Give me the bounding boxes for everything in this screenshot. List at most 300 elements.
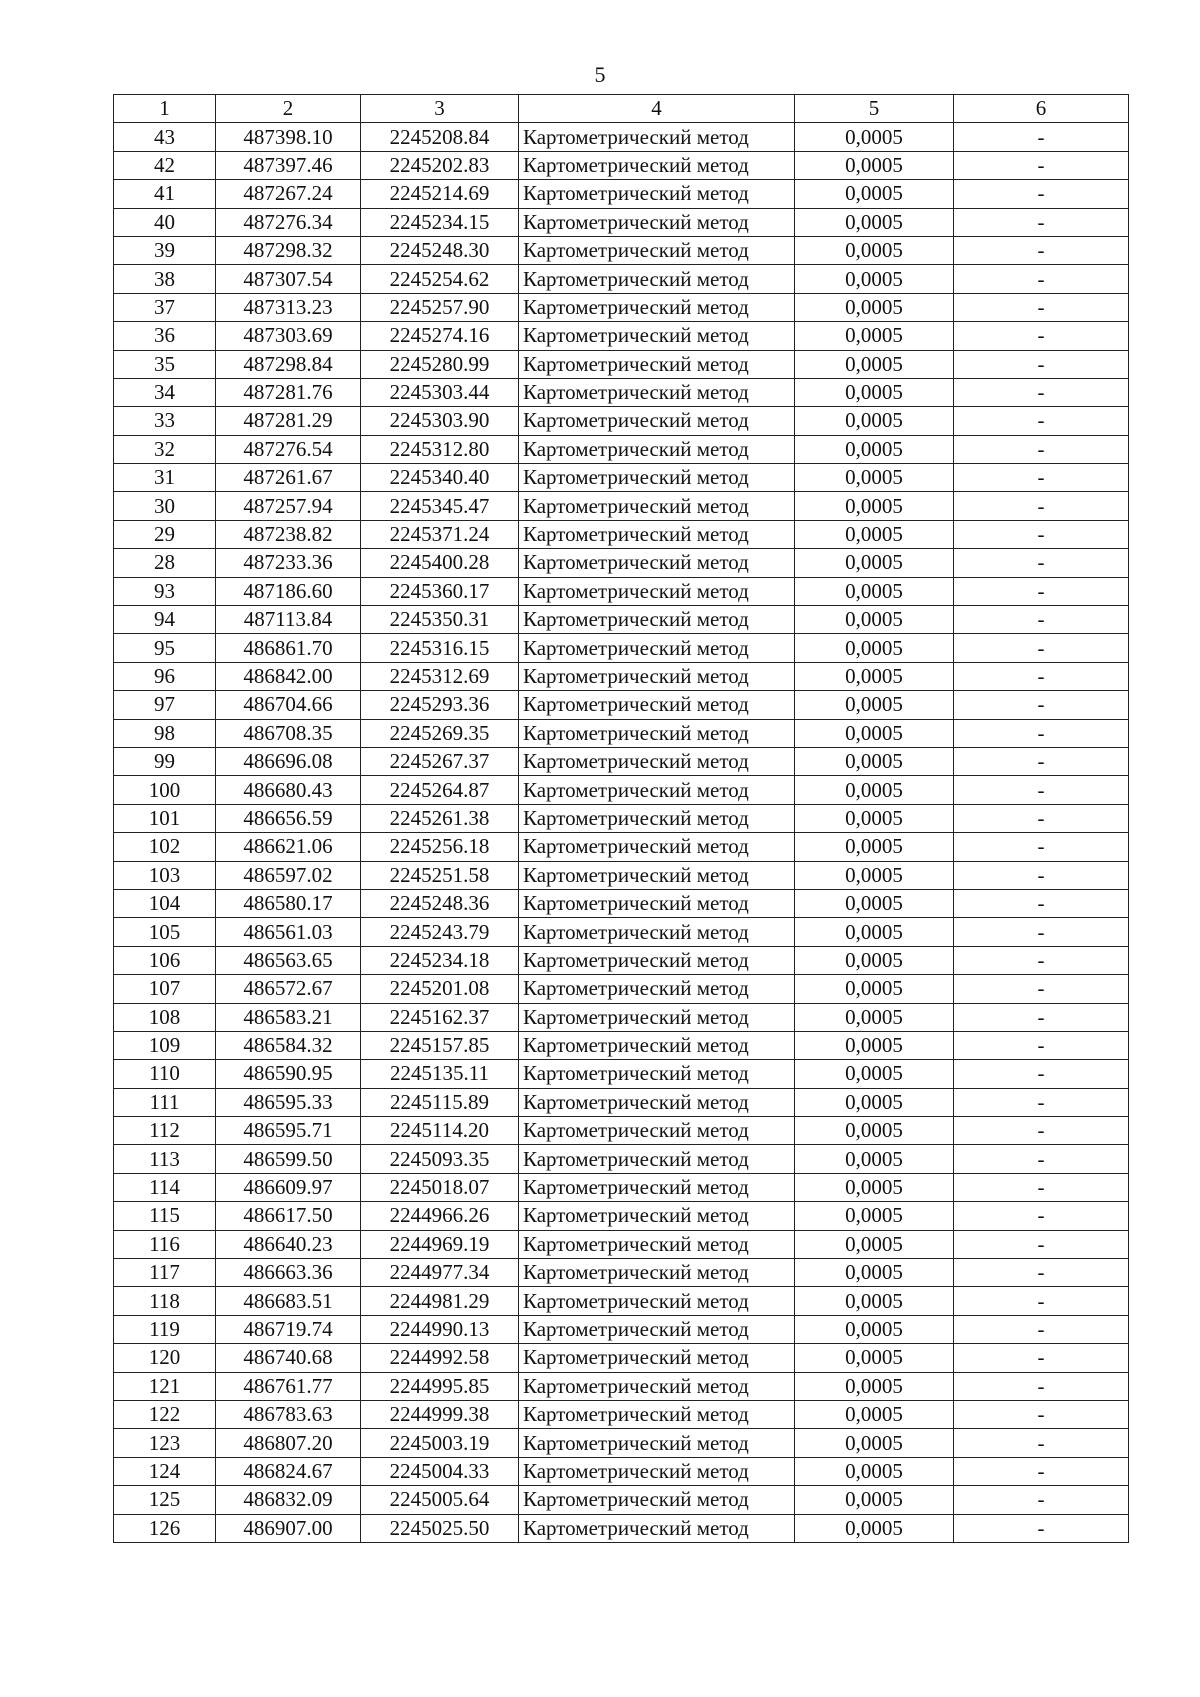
point-number-cell: 29 [114, 520, 216, 548]
method-cell: Картометрический метод [519, 577, 795, 605]
table-row [114, 975, 1129, 1003]
point-number-cell: 33 [114, 407, 216, 435]
description-cell: - [954, 1315, 1129, 1343]
accuracy-cell: 0,0005 [795, 378, 954, 406]
point-number-cell: 41 [114, 180, 216, 208]
x-coordinate-cell: 486656.59 [216, 804, 361, 832]
description-cell: - [954, 1514, 1129, 1542]
method-cell: Картометрический метод [519, 1486, 795, 1514]
method-cell: Картометрический метод [519, 435, 795, 463]
y-coordinate-cell: 2245234.15 [361, 208, 519, 236]
table-row [114, 322, 1129, 350]
description-cell: - [954, 1259, 1129, 1287]
table-row [114, 946, 1129, 974]
accuracy-cell: 0,0005 [795, 833, 954, 861]
table-row [114, 464, 1129, 492]
point-number-cell: 28 [114, 549, 216, 577]
y-coordinate-cell: 2245312.69 [361, 662, 519, 690]
accuracy-cell: 0,0005 [795, 747, 954, 775]
accuracy-cell: 0,0005 [795, 606, 954, 634]
method-cell: Картометрический метод [519, 946, 795, 974]
table-row [114, 1486, 1129, 1514]
column-header-y: 3 [361, 95, 519, 123]
x-coordinate-cell: 487298.84 [216, 350, 361, 378]
method-cell: Картометрический метод [519, 520, 795, 548]
table-row [114, 378, 1129, 406]
description-cell: - [954, 1117, 1129, 1145]
point-number-cell: 105 [114, 918, 216, 946]
y-coordinate-cell: 2245115.89 [361, 1088, 519, 1116]
table-row [114, 606, 1129, 634]
method-cell: Картометрический метод [519, 918, 795, 946]
description-cell: - [954, 435, 1129, 463]
method-cell: Картометрический метод [519, 180, 795, 208]
description-cell: - [954, 520, 1129, 548]
x-coordinate-cell: 486761.77 [216, 1372, 361, 1400]
accuracy-cell: 0,0005 [795, 1486, 954, 1514]
accuracy-cell: 0,0005 [795, 1315, 954, 1343]
method-cell: Картометрический метод [519, 889, 795, 917]
table-row [114, 1287, 1129, 1315]
accuracy-cell: 0,0005 [795, 123, 954, 151]
y-coordinate-cell: 2245018.07 [361, 1173, 519, 1201]
method-cell: Картометрический метод [519, 208, 795, 236]
x-coordinate-cell: 487397.46 [216, 151, 361, 179]
accuracy-cell: 0,0005 [795, 180, 954, 208]
point-number-cell: 103 [114, 861, 216, 889]
method-cell: Картометрический метод [519, 322, 795, 350]
y-coordinate-cell: 2245093.35 [361, 1145, 519, 1173]
accuracy-cell: 0,0005 [795, 151, 954, 179]
y-coordinate-cell: 2245251.58 [361, 861, 519, 889]
description-cell: - [954, 151, 1129, 179]
description-cell: - [954, 776, 1129, 804]
description-cell: - [954, 1145, 1129, 1173]
y-coordinate-cell: 2244981.29 [361, 1287, 519, 1315]
method-cell: Картометрический метод [519, 691, 795, 719]
method-cell: Картометрический метод [519, 1372, 795, 1400]
method-cell: Картометрический метод [519, 151, 795, 179]
method-cell: Картометрический метод [519, 549, 795, 577]
accuracy-cell: 0,0005 [795, 1117, 954, 1145]
point-number-cell: 31 [114, 464, 216, 492]
x-coordinate-cell: 486680.43 [216, 776, 361, 804]
accuracy-cell: 0,0005 [795, 946, 954, 974]
table-row [114, 180, 1129, 208]
description-cell: - [954, 1457, 1129, 1485]
point-number-cell: 118 [114, 1287, 216, 1315]
method-cell: Картометрический метод [519, 975, 795, 1003]
method-cell: Картометрический метод [519, 1287, 795, 1315]
description-cell: - [954, 719, 1129, 747]
table-row [114, 577, 1129, 605]
y-coordinate-cell: 2245248.36 [361, 889, 519, 917]
description-cell: - [954, 265, 1129, 293]
y-coordinate-cell: 2245004.33 [361, 1457, 519, 1485]
method-cell: Картометрический метод [519, 1315, 795, 1343]
table-row [114, 1315, 1129, 1343]
table-row [114, 1457, 1129, 1485]
column-header-point-number: 1 [114, 95, 216, 123]
column-header-accuracy: 5 [795, 95, 954, 123]
accuracy-cell: 0,0005 [795, 520, 954, 548]
x-coordinate-cell: 487238.82 [216, 520, 361, 548]
accuracy-cell: 0,0005 [795, 634, 954, 662]
coordinates-table [113, 94, 1129, 1543]
table-row [114, 1344, 1129, 1372]
table-row [114, 1372, 1129, 1400]
header-row [114, 95, 1129, 123]
x-coordinate-cell: 486609.97 [216, 1173, 361, 1201]
point-number-cell: 98 [114, 719, 216, 747]
description-cell: - [954, 861, 1129, 889]
x-coordinate-cell: 486583.21 [216, 1003, 361, 1031]
accuracy-cell: 0,0005 [795, 265, 954, 293]
point-number-cell: 30 [114, 492, 216, 520]
description-cell: - [954, 606, 1129, 634]
description-cell: - [954, 1230, 1129, 1258]
table-body [114, 123, 1129, 1543]
point-number-cell: 96 [114, 662, 216, 690]
description-cell: - [954, 804, 1129, 832]
y-coordinate-cell: 2245264.87 [361, 776, 519, 804]
description-cell: - [954, 1202, 1129, 1230]
x-coordinate-cell: 486708.35 [216, 719, 361, 747]
x-coordinate-cell: 486704.66 [216, 691, 361, 719]
point-number-cell: 124 [114, 1457, 216, 1485]
description-cell: - [954, 577, 1129, 605]
x-coordinate-cell: 487233.36 [216, 549, 361, 577]
table-row [114, 804, 1129, 832]
x-coordinate-cell: 486861.70 [216, 634, 361, 662]
y-coordinate-cell: 2245303.44 [361, 378, 519, 406]
x-coordinate-cell: 486783.63 [216, 1400, 361, 1428]
x-coordinate-cell: 486842.00 [216, 662, 361, 690]
y-coordinate-cell: 2244969.19 [361, 1230, 519, 1258]
method-cell: Картометрический метод [519, 861, 795, 889]
x-coordinate-cell: 487298.32 [216, 236, 361, 264]
accuracy-cell: 0,0005 [795, 975, 954, 1003]
y-coordinate-cell: 2245201.08 [361, 975, 519, 1003]
description-cell: - [954, 293, 1129, 321]
x-coordinate-cell: 487276.54 [216, 435, 361, 463]
x-coordinate-cell: 486597.02 [216, 861, 361, 889]
method-cell: Картометрический метод [519, 634, 795, 662]
description-cell: - [954, 350, 1129, 378]
y-coordinate-cell: 2245350.31 [361, 606, 519, 634]
x-coordinate-cell: 487276.34 [216, 208, 361, 236]
x-coordinate-cell: 486617.50 [216, 1202, 361, 1230]
point-number-cell: 35 [114, 350, 216, 378]
y-coordinate-cell: 2245267.37 [361, 747, 519, 775]
description-cell: - [954, 322, 1129, 350]
y-coordinate-cell: 2244999.38 [361, 1400, 519, 1428]
accuracy-cell: 0,0005 [795, 861, 954, 889]
accuracy-cell: 0,0005 [795, 350, 954, 378]
x-coordinate-cell: 486572.67 [216, 975, 361, 1003]
page-number: 5 [594, 62, 606, 87]
x-coordinate-cell: 486683.51 [216, 1287, 361, 1315]
point-number-cell: 34 [114, 378, 216, 406]
y-coordinate-cell: 2245003.19 [361, 1429, 519, 1457]
accuracy-cell: 0,0005 [795, 662, 954, 690]
x-coordinate-cell: 486640.23 [216, 1230, 361, 1258]
method-cell: Картометрический метод [519, 1117, 795, 1145]
point-number-cell: 99 [114, 747, 216, 775]
x-coordinate-cell: 487398.10 [216, 123, 361, 151]
x-coordinate-cell: 486563.65 [216, 946, 361, 974]
accuracy-cell: 0,0005 [795, 407, 954, 435]
y-coordinate-cell: 2245214.69 [361, 180, 519, 208]
accuracy-cell: 0,0005 [795, 549, 954, 577]
method-cell: Картометрический метод [519, 1429, 795, 1457]
description-cell: - [954, 123, 1129, 151]
accuracy-cell: 0,0005 [795, 577, 954, 605]
table-row [114, 747, 1129, 775]
point-number-cell: 107 [114, 975, 216, 1003]
description-cell: - [954, 1060, 1129, 1088]
table-row [114, 435, 1129, 463]
description-cell: - [954, 946, 1129, 974]
table-row [114, 293, 1129, 321]
description-cell: - [954, 208, 1129, 236]
table-row [114, 265, 1129, 293]
table-row [114, 889, 1129, 917]
point-number-cell: 40 [114, 208, 216, 236]
description-cell: - [954, 1287, 1129, 1315]
table-row [114, 1259, 1129, 1287]
y-coordinate-cell: 2245157.85 [361, 1031, 519, 1059]
x-coordinate-cell: 487257.94 [216, 492, 361, 520]
y-coordinate-cell: 2245254.62 [361, 265, 519, 293]
y-coordinate-cell: 2245257.90 [361, 293, 519, 321]
point-number-cell: 111 [114, 1088, 216, 1116]
column-header-method: 4 [519, 95, 795, 123]
point-number-cell: 104 [114, 889, 216, 917]
y-coordinate-cell: 2245280.99 [361, 350, 519, 378]
table-row [114, 236, 1129, 264]
description-cell: - [954, 1486, 1129, 1514]
method-cell: Картометрический метод [519, 747, 795, 775]
table-header [114, 95, 1129, 123]
description-cell: - [954, 236, 1129, 264]
x-coordinate-cell: 487281.76 [216, 378, 361, 406]
x-coordinate-cell: 486824.67 [216, 1457, 361, 1485]
y-coordinate-cell: 2245256.18 [361, 833, 519, 861]
table-row [114, 634, 1129, 662]
y-coordinate-cell: 2245208.84 [361, 123, 519, 151]
x-coordinate-cell: 486832.09 [216, 1486, 361, 1514]
x-coordinate-cell: 486595.71 [216, 1117, 361, 1145]
table-row [114, 549, 1129, 577]
method-cell: Картометрический метод [519, 1060, 795, 1088]
method-cell: Картометрический метод [519, 1202, 795, 1230]
method-cell: Картометрический метод [519, 719, 795, 747]
point-number-cell: 109 [114, 1031, 216, 1059]
x-coordinate-cell: 487281.29 [216, 407, 361, 435]
method-cell: Картометрический метод [519, 236, 795, 264]
method-cell: Картометрический метод [519, 662, 795, 690]
description-cell: - [954, 1088, 1129, 1116]
point-number-cell: 32 [114, 435, 216, 463]
description-cell: - [954, 662, 1129, 690]
point-number-cell: 110 [114, 1060, 216, 1088]
x-coordinate-cell: 487261.67 [216, 464, 361, 492]
accuracy-cell: 0,0005 [795, 1514, 954, 1542]
point-number-cell: 93 [114, 577, 216, 605]
accuracy-cell: 0,0005 [795, 293, 954, 321]
x-coordinate-cell: 486595.33 [216, 1088, 361, 1116]
description-cell: - [954, 1344, 1129, 1372]
method-cell: Картометрический метод [519, 1031, 795, 1059]
table-row [114, 1145, 1129, 1173]
method-cell: Картометрический метод [519, 407, 795, 435]
accuracy-cell: 0,0005 [795, 1145, 954, 1173]
table-row [114, 1230, 1129, 1258]
y-coordinate-cell: 2245312.80 [361, 435, 519, 463]
point-number-cell: 122 [114, 1400, 216, 1428]
y-coordinate-cell: 2244992.58 [361, 1344, 519, 1372]
method-cell: Картометрический метод [519, 1145, 795, 1173]
table-row [114, 520, 1129, 548]
y-coordinate-cell: 2244977.34 [361, 1259, 519, 1287]
method-cell: Картометрический метод [519, 350, 795, 378]
point-number-cell: 112 [114, 1117, 216, 1145]
point-number-cell: 100 [114, 776, 216, 804]
point-number-cell: 120 [114, 1344, 216, 1372]
method-cell: Картометрический метод [519, 1514, 795, 1542]
method-cell: Картометрический метод [519, 293, 795, 321]
accuracy-cell: 0,0005 [795, 464, 954, 492]
method-cell: Картометрический метод [519, 804, 795, 832]
table-row [114, 123, 1129, 151]
point-number-cell: 39 [114, 236, 216, 264]
accuracy-cell: 0,0005 [795, 889, 954, 917]
accuracy-cell: 0,0005 [795, 719, 954, 747]
table-row [114, 1514, 1129, 1542]
y-coordinate-cell: 2245234.18 [361, 946, 519, 974]
description-cell: - [954, 1372, 1129, 1400]
description-cell: - [954, 918, 1129, 946]
accuracy-cell: 0,0005 [795, 1202, 954, 1230]
x-coordinate-cell: 487307.54 [216, 265, 361, 293]
table-row [114, 1003, 1129, 1031]
accuracy-cell: 0,0005 [795, 236, 954, 264]
accuracy-cell: 0,0005 [795, 1457, 954, 1485]
table-row [114, 719, 1129, 747]
accuracy-cell: 0,0005 [795, 1372, 954, 1400]
description-cell: - [954, 634, 1129, 662]
point-number-cell: 115 [114, 1202, 216, 1230]
table-row [114, 492, 1129, 520]
y-coordinate-cell: 2245269.35 [361, 719, 519, 747]
description-cell: - [954, 378, 1129, 406]
method-cell: Картометрический метод [519, 123, 795, 151]
table-row [114, 1429, 1129, 1457]
accuracy-cell: 0,0005 [795, 1031, 954, 1059]
x-coordinate-cell: 486599.50 [216, 1145, 361, 1173]
y-coordinate-cell: 2245162.37 [361, 1003, 519, 1031]
x-coordinate-cell: 486663.36 [216, 1259, 361, 1287]
method-cell: Картометрический метод [519, 1457, 795, 1485]
table-row [114, 350, 1129, 378]
description-cell: - [954, 975, 1129, 1003]
point-number-cell: 42 [114, 151, 216, 179]
point-number-cell: 126 [114, 1514, 216, 1542]
y-coordinate-cell: 2245360.17 [361, 577, 519, 605]
point-number-cell: 97 [114, 691, 216, 719]
accuracy-cell: 0,0005 [795, 1400, 954, 1428]
description-cell: - [954, 833, 1129, 861]
method-cell: Картометрический метод [519, 492, 795, 520]
y-coordinate-cell: 2245114.20 [361, 1117, 519, 1145]
description-cell: - [954, 747, 1129, 775]
accuracy-cell: 0,0005 [795, 804, 954, 832]
y-coordinate-cell: 2245005.64 [361, 1486, 519, 1514]
point-number-cell: 101 [114, 804, 216, 832]
point-number-cell: 108 [114, 1003, 216, 1031]
point-number-cell: 106 [114, 946, 216, 974]
description-cell: - [954, 1429, 1129, 1457]
x-coordinate-cell: 486696.08 [216, 747, 361, 775]
table-row [114, 151, 1129, 179]
x-coordinate-cell: 487186.60 [216, 577, 361, 605]
y-coordinate-cell: 2245371.24 [361, 520, 519, 548]
method-cell: Картометрический метод [519, 833, 795, 861]
method-cell: Картометрический метод [519, 1230, 795, 1258]
table-row [114, 407, 1129, 435]
point-number-cell: 116 [114, 1230, 216, 1258]
y-coordinate-cell: 2244990.13 [361, 1315, 519, 1343]
x-coordinate-cell: 486907.00 [216, 1514, 361, 1542]
point-number-cell: 113 [114, 1145, 216, 1173]
accuracy-cell: 0,0005 [795, 1429, 954, 1457]
x-coordinate-cell: 487303.69 [216, 322, 361, 350]
point-number-cell: 94 [114, 606, 216, 634]
y-coordinate-cell: 2244995.85 [361, 1372, 519, 1400]
accuracy-cell: 0,0005 [795, 1088, 954, 1116]
method-cell: Картометрический метод [519, 378, 795, 406]
accuracy-cell: 0,0005 [795, 1344, 954, 1372]
accuracy-cell: 0,0005 [795, 208, 954, 236]
point-number-cell: 121 [114, 1372, 216, 1400]
table-row [114, 1060, 1129, 1088]
description-cell: - [954, 464, 1129, 492]
method-cell: Картометрический метод [519, 464, 795, 492]
x-coordinate-cell: 486590.95 [216, 1060, 361, 1088]
method-cell: Картометрический метод [519, 1173, 795, 1201]
column-header-description: 6 [954, 95, 1129, 123]
table-row [114, 918, 1129, 946]
table-row [114, 208, 1129, 236]
method-cell: Картометрический метод [519, 1400, 795, 1428]
x-coordinate-cell: 486584.32 [216, 1031, 361, 1059]
y-coordinate-cell: 2245135.11 [361, 1060, 519, 1088]
description-cell: - [954, 1400, 1129, 1428]
accuracy-cell: 0,0005 [795, 1287, 954, 1315]
method-cell: Картометрический метод [519, 1088, 795, 1116]
method-cell: Картометрический метод [519, 1344, 795, 1372]
y-coordinate-cell: 2245316.15 [361, 634, 519, 662]
description-cell: - [954, 1173, 1129, 1201]
accuracy-cell: 0,0005 [795, 435, 954, 463]
point-number-cell: 123 [114, 1429, 216, 1457]
description-cell: - [954, 889, 1129, 917]
description-cell: - [954, 1031, 1129, 1059]
table-row [114, 776, 1129, 804]
method-cell: Картометрический метод [519, 1259, 795, 1287]
method-cell: Картометрический метод [519, 776, 795, 804]
